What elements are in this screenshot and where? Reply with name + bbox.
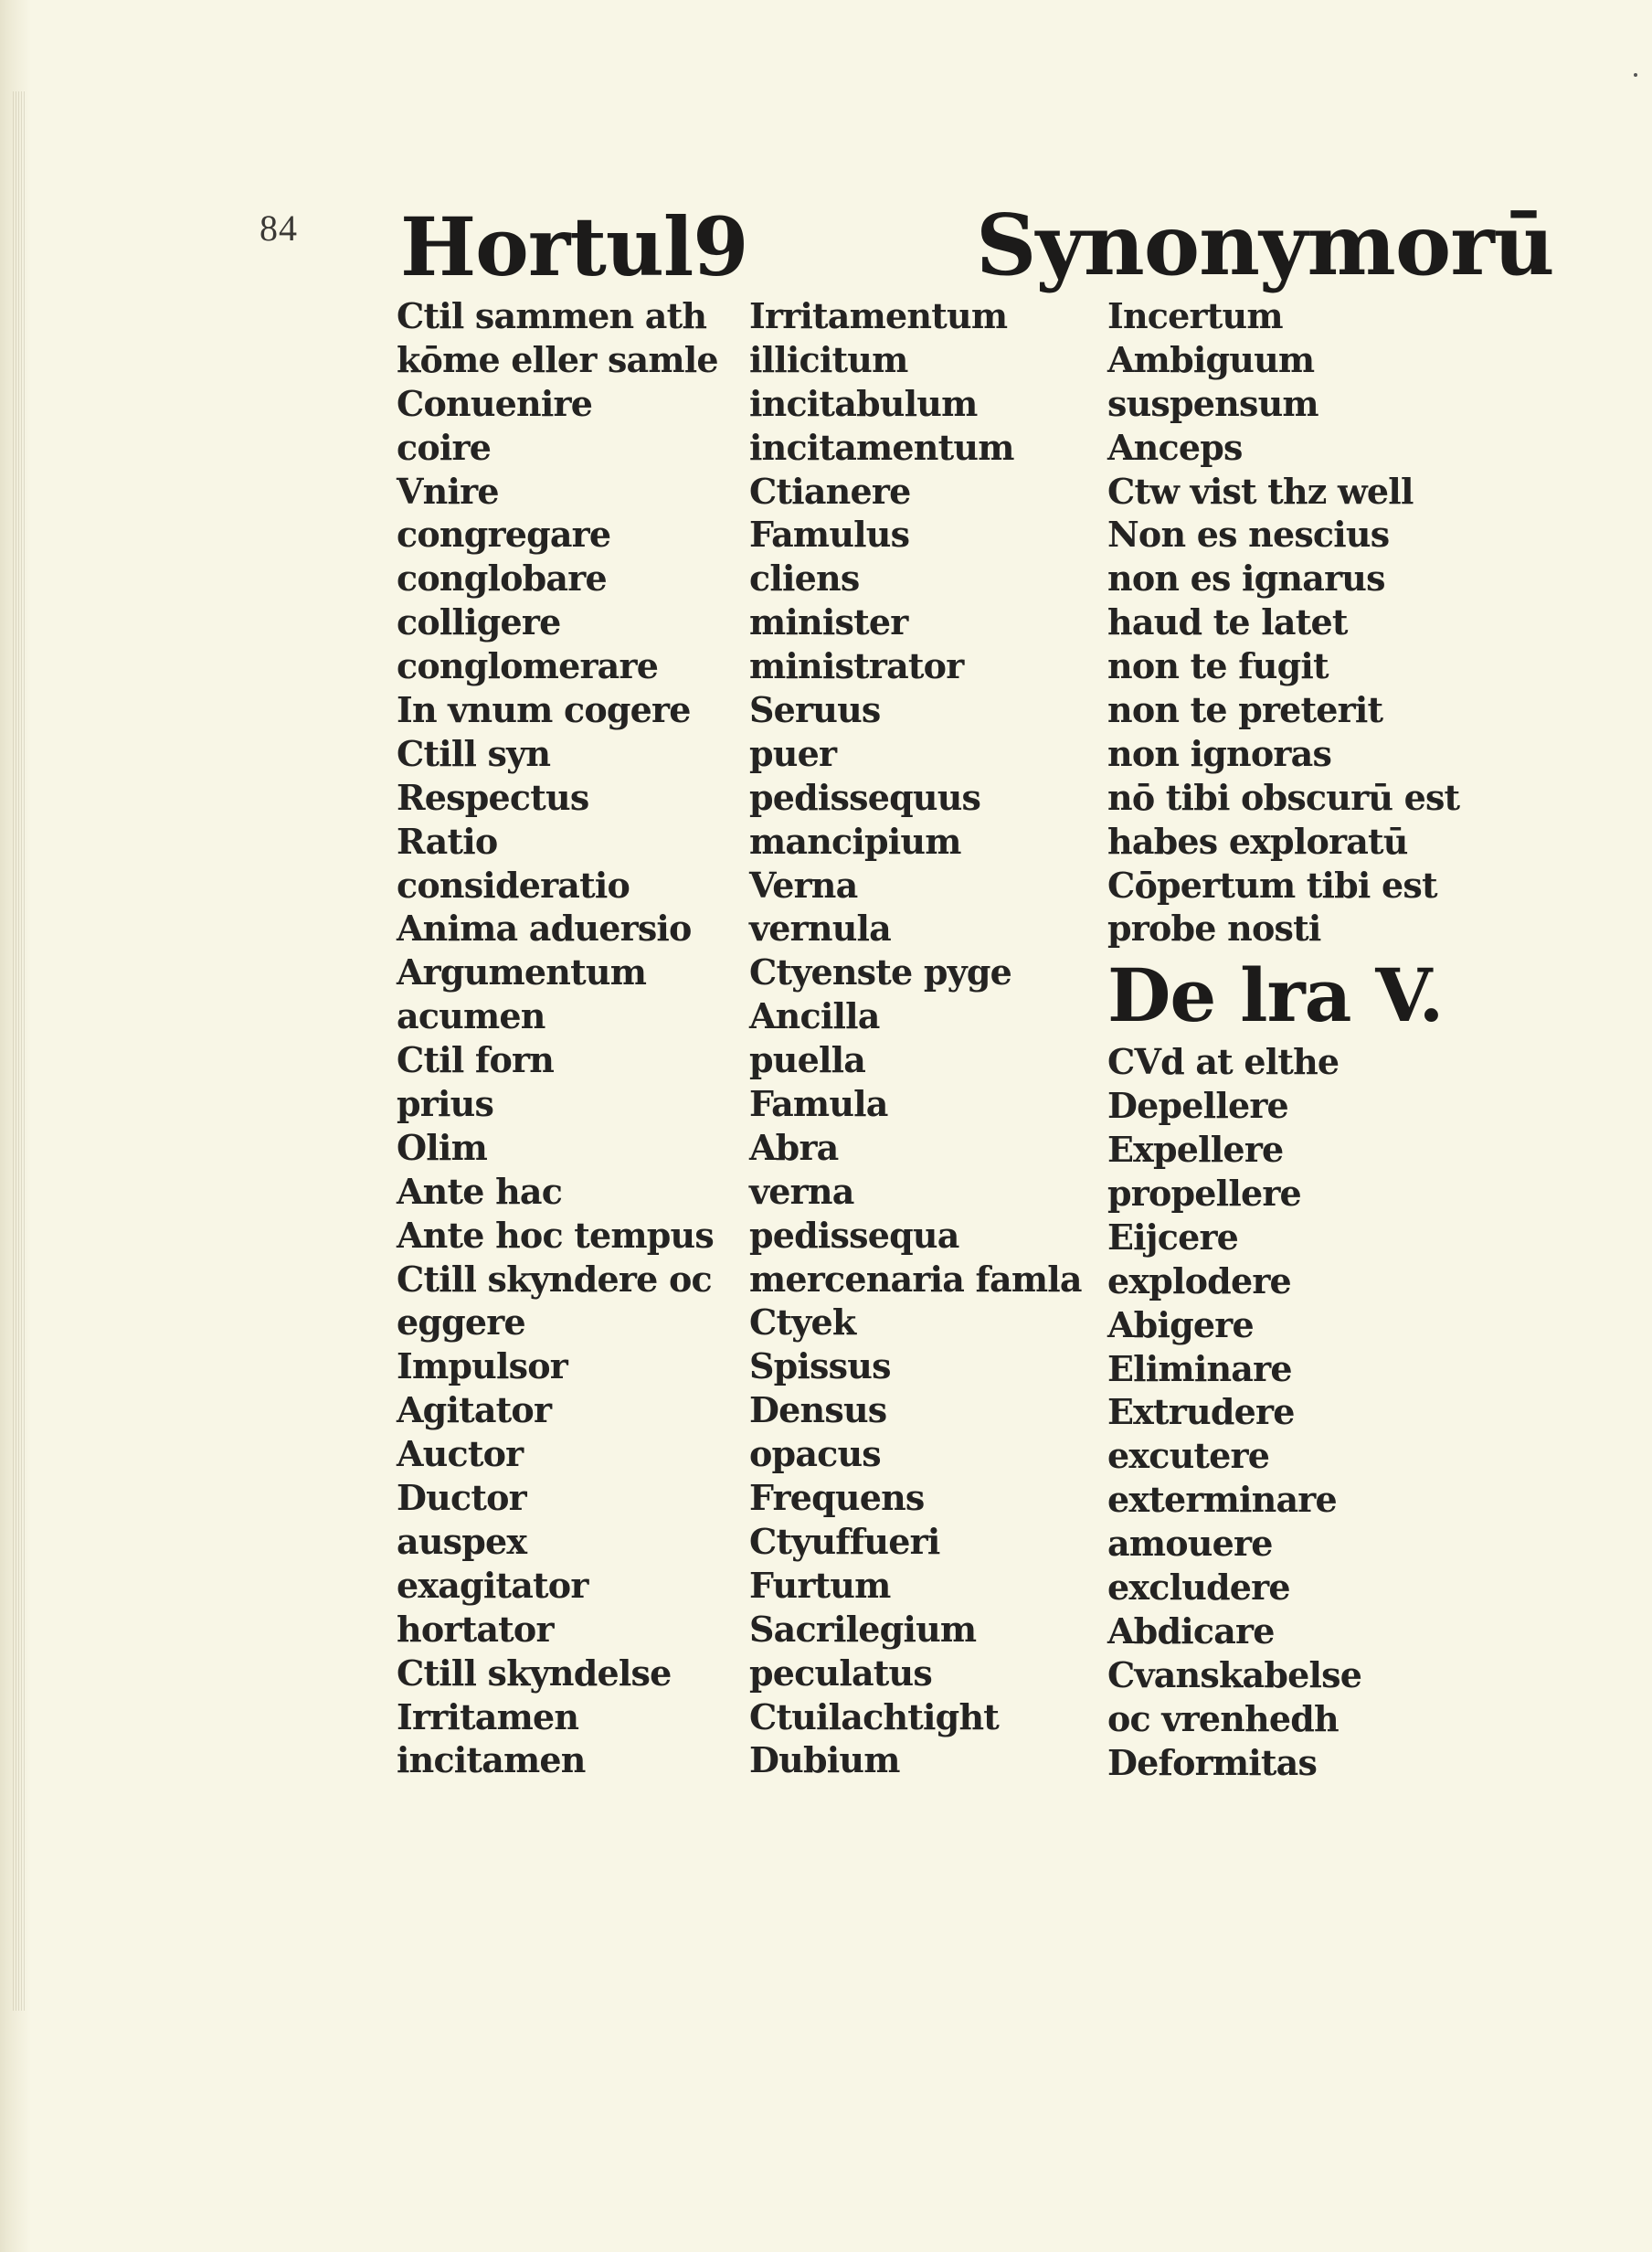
word-entry: vernula xyxy=(749,908,891,950)
column-3 xyxy=(1107,294,1473,1785)
word-entry: haud te latet xyxy=(1107,601,1348,643)
word-entry: habes exploratū xyxy=(1107,820,1408,862)
word-entry: Conuenire xyxy=(397,382,593,424)
word-entry: Impulsor xyxy=(397,1345,567,1387)
word-entry: mancipium xyxy=(749,820,961,862)
word-entry: Famulus xyxy=(749,514,910,556)
word-entry: Ancilla xyxy=(749,995,880,1037)
word-entry: opacus xyxy=(749,1433,881,1475)
word-entry: congregare xyxy=(397,514,611,556)
word-entry: cliens xyxy=(749,558,860,600)
header-title-right: Synonymorū xyxy=(976,196,1554,294)
word-entry: puella xyxy=(749,1039,866,1081)
word-entry: probe nosti xyxy=(1107,908,1321,950)
word-entry: peculatus xyxy=(749,1652,932,1694)
word-entry: Anima aduersio xyxy=(397,908,692,950)
word-entry: Spissus xyxy=(749,1345,891,1387)
word-entry: exagitator xyxy=(397,1564,588,1606)
word-entry: nō tibi obscurū est xyxy=(1107,776,1460,818)
word-entry: conglobare xyxy=(397,558,607,600)
word-entry: In vnum cogere xyxy=(397,689,691,731)
word-entry: Incertum xyxy=(1107,295,1283,336)
word-entry: oc vrenhedh xyxy=(1107,1697,1339,1739)
word-entry: Cvanskabelse xyxy=(1107,1653,1362,1695)
word-entry: non es ignarus xyxy=(1107,558,1385,600)
word-entry: non ignoras xyxy=(1107,732,1332,774)
header-title-left: Hortul9 xyxy=(400,199,748,294)
word-entry: non te fugit xyxy=(1107,645,1329,687)
word-entry: Ante hac xyxy=(397,1170,563,1212)
word-entry: Ctil forn xyxy=(397,1039,555,1081)
word-entry: Ctill skyndere oc xyxy=(397,1258,712,1300)
word-entry: consideratio xyxy=(397,864,630,906)
word-entry: non te preterit xyxy=(1107,689,1383,731)
speck-mark xyxy=(1634,73,1637,77)
word-entry: puer xyxy=(749,732,837,774)
word-entry: Auctor xyxy=(397,1433,524,1475)
word-entry: Ctill skyndelse xyxy=(397,1652,672,1694)
word-entry: Abigere xyxy=(1107,1303,1254,1345)
word-entry: Seruus xyxy=(749,689,881,731)
word-entry: pedissequus xyxy=(749,776,981,818)
word-entry: Cōpertum tibi est xyxy=(1107,864,1437,906)
word-entry: Verna xyxy=(749,864,858,906)
word-entry: Non es nescius xyxy=(1107,514,1390,556)
word-entry: CVd at elthe xyxy=(1107,1041,1340,1083)
word-entry: Ante hoc tempus xyxy=(397,1214,714,1256)
word-entry: Sacrilegium xyxy=(749,1608,977,1650)
word-entry: eggere xyxy=(397,1301,525,1344)
word-entry: excludere xyxy=(1107,1567,1290,1609)
word-entry: Eliminare xyxy=(1107,1347,1292,1389)
word-entry: Argumentum xyxy=(397,951,647,993)
word-entry: explodere xyxy=(1107,1259,1291,1301)
word-entry: Extrudere xyxy=(1107,1391,1295,1433)
word-entry: pedissequa xyxy=(749,1214,959,1256)
word-entry: Ctil sammen ath xyxy=(397,295,707,336)
word-entry: kōme eller samle xyxy=(397,338,718,380)
word-entry: Frequens xyxy=(749,1477,925,1519)
word-entry: Ctyenste pyge xyxy=(749,951,1012,993)
word-entry: Abdicare xyxy=(1107,1609,1275,1652)
page-number: 84 xyxy=(259,207,298,249)
word-entry: Eijcere xyxy=(1107,1216,1239,1258)
word-entry: mercenaria famla xyxy=(749,1258,1082,1300)
word-entry: incitamen xyxy=(397,1739,586,1781)
word-entry: colligere xyxy=(397,601,561,643)
word-entry: Ctw vist thz well xyxy=(1107,470,1414,512)
word-entry: Irritamen xyxy=(397,1695,579,1737)
word-entry: hortator xyxy=(397,1608,554,1650)
word-entry: illicitum xyxy=(749,338,908,380)
word-entry: incitamentum xyxy=(749,426,1014,468)
word-entry: Ctill syn xyxy=(397,732,551,774)
word-entry: Vnire xyxy=(397,470,499,512)
word-entry: ministrator xyxy=(749,645,964,687)
word-entry: Depellere xyxy=(1107,1085,1288,1127)
word-entry: Abra xyxy=(749,1126,839,1168)
word-entry: propellere xyxy=(1107,1173,1301,1215)
word-entry: auspex xyxy=(397,1520,527,1562)
column-2 xyxy=(749,294,1096,1782)
word-entry: Irritamentum xyxy=(749,295,1008,336)
word-entry: Anceps xyxy=(1107,426,1243,468)
word-entry: Expellere xyxy=(1107,1129,1284,1171)
word-entry: Dubium xyxy=(749,1739,900,1781)
word-entry: Densus xyxy=(749,1389,887,1431)
word-entry: Respectus xyxy=(397,776,589,818)
section-heading: De lra V. xyxy=(1107,952,1444,1039)
word-entry: minister xyxy=(749,601,908,643)
word-entry: Ctuilachtight xyxy=(749,1695,1000,1737)
word-entry: acumen xyxy=(397,995,545,1037)
word-entry: suspensum xyxy=(1107,382,1318,424)
word-entry: amouere xyxy=(1107,1523,1273,1565)
word-entry: verna xyxy=(749,1170,854,1212)
word-entry: Deformitas xyxy=(1107,1741,1318,1783)
word-entry: exterminare xyxy=(1107,1479,1337,1521)
word-entry: Agitator xyxy=(397,1389,552,1431)
column-1 xyxy=(397,294,744,1782)
word-entry: Ductor xyxy=(397,1477,526,1519)
word-entry: Ambiguum xyxy=(1107,338,1315,380)
word-entry: Ctianere xyxy=(749,470,911,512)
word-entry: Olim xyxy=(397,1126,487,1168)
word-entry: Ctyuffueri xyxy=(749,1520,940,1562)
word-entry: Furtum xyxy=(749,1564,891,1606)
word-entry: Ratio xyxy=(397,820,498,862)
word-entry: coire xyxy=(397,426,492,468)
word-entry: prius xyxy=(397,1083,494,1125)
word-entry: incitabulum xyxy=(749,382,978,424)
page-edge-lines xyxy=(13,91,26,2011)
word-entry: conglomerare xyxy=(397,645,659,687)
word-entry: Famula xyxy=(749,1083,888,1125)
word-entry: excutere xyxy=(1107,1435,1270,1477)
word-entry: Ctyek xyxy=(749,1301,856,1344)
